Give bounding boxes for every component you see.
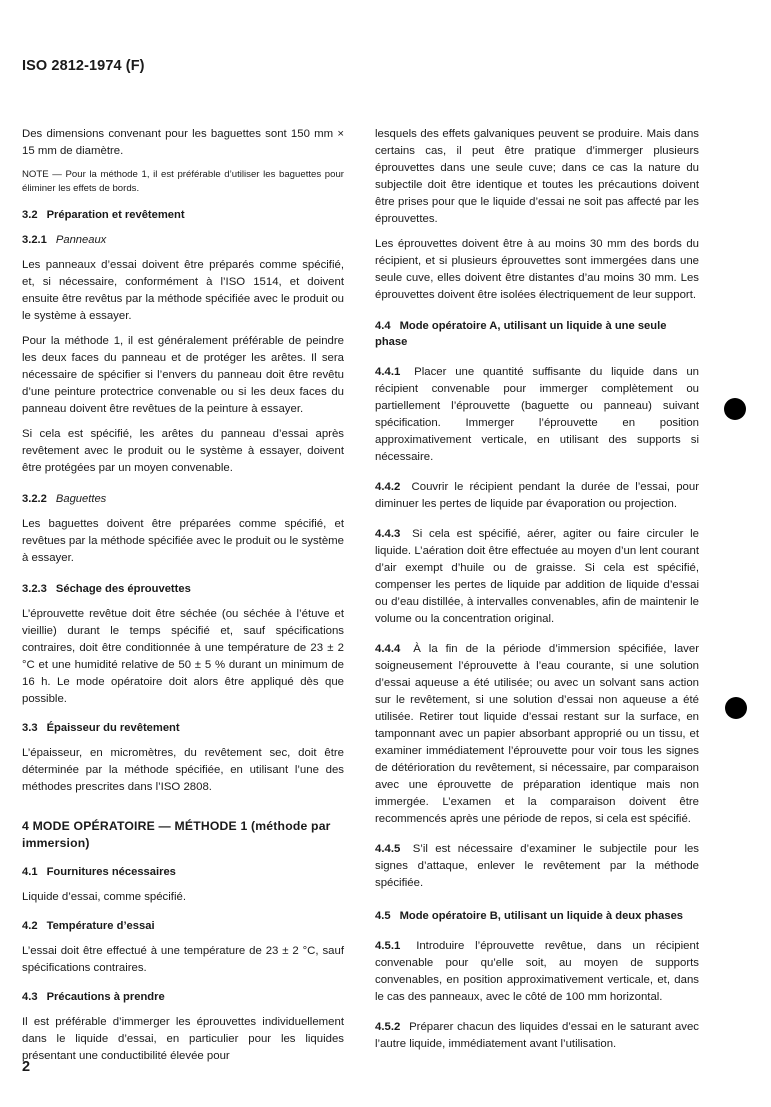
clause-text: À la fin de la période d’immersion spécifiée, laver soigneusement l’éprouvette à l’eau courante, si une solution d’essai aqueuse a été utilisée; ou avec un solvant sans action sur le revêtement, si une solution d’essai non aqueuse a été utilisée. Retirer tout liquide d’essai restant sur la surface, en tamponnant avec un papier absorbant approprié ou un tissu, et examiner immédiatement l’éprouvette pour voir tous les signes de détérioration du revêtement, si nécessaire, par comparaison avec une éprouvette de préparation identique mais non immergée. L’examen et la comparaison doivent être recommencés après une période de repos, si cela est spécifié. [375, 643, 699, 825]
section-number: 3.2.3 [22, 583, 47, 595]
section-heading-3-3 [22, 720, 344, 736]
clause-number: 4.4.1 [375, 366, 401, 378]
clause-number: 4.4.3 [375, 528, 401, 540]
clause-text: Introduire l’éprouvette revêtue, dans un récipient convenable pour qu’elle soit, au moyen de supports convenables, en position approximativement verticale, et, dans le cas des panneaux, avec le côté de 100 mm horizontal. [375, 940, 699, 1003]
clause-number: 4.4.2 [375, 481, 401, 493]
page-number: 2 [22, 1059, 31, 1075]
clause-4-4-5 [375, 841, 699, 892]
clause-text: Si cela est spécifié, aérer, agiter ou faire circuler le liquide. L’aération doit être effectuée au moyen d’un lent courant d’air exempt d’huile ou de graisse. Si cela est spécifié, compenser les pertes de liquide par addition de liquide d’essai ou d’eau distillée, à intervalles convenables, afin de maintenir le volume ou la concentration original. [375, 528, 699, 625]
section-number: 4.4 [375, 320, 391, 332]
section-heading-3-2-3 [22, 581, 344, 597]
paragraph: Il est préférable d’immerger les éprouvettes individuellement dans le liquide d’essai, en particulier pour les liquides présentant une conductibilité élevée pour [22, 1016, 344, 1062]
chapter-heading-4: 4 MODE OPÉRATOIRE — MÉTHODE 1 (méthode par immersion) [22, 819, 331, 850]
paragraph: Des dimensions convenant pour les baguettes sont 150 mm × 15 mm de diamètre. [22, 128, 344, 157]
section-heading-4-4 [375, 318, 699, 350]
section-number: 4.1 [22, 866, 38, 878]
clause-text: Placer une quantité suffisante du liquide dans un récipient convenable pour immerger complètement ou partiellement l’éprouvette (baguette ou panneau) suivant spécification. Immerger l’éprouvette en position approximativement verticale, en utilisant des supports si nécessaire. [375, 366, 700, 463]
section-title: Baguettes [55, 493, 107, 505]
clause-4-4-4 [375, 641, 699, 828]
section-number: 3.2.1 [22, 234, 47, 246]
right-column [375, 126, 699, 1066]
section-title: Précautions à prendre [46, 991, 165, 1003]
section-number: 3.3 [22, 722, 38, 734]
left-column [22, 126, 344, 1073]
note: NOTE — Pour la méthode 1, il est préférable d’utiliser les baguettes pour éliminer les effets de bords. [22, 169, 344, 194]
section-number: 4.5 [375, 910, 391, 922]
clause-4-4-1 [375, 364, 699, 466]
section-heading-3-2-2 [22, 491, 344, 507]
section-heading-3-2 [22, 207, 344, 223]
section-title: Fournitures nécessaires [46, 866, 176, 878]
section-title: Mode opératoire A, utilisant un liquide à une seule phase [375, 320, 667, 348]
section-heading-4-1 [22, 864, 344, 880]
section-heading-4-3 [22, 989, 344, 1005]
paragraph: Liquide d’essai, comme spécifié. [22, 891, 186, 903]
clause-4-4-2 [375, 479, 699, 513]
clause-4-4-3 [375, 526, 699, 628]
clause-number: 4.5.2 [375, 1021, 401, 1033]
paragraph: L’essai doit être effectué à une température de 23 ± 2 °C, sauf spécifications contraires. [22, 945, 344, 974]
section-title: Épaisseur du revêtement [46, 722, 180, 734]
clause-text: Préparer chacun des liquides d’essai en le saturant avec l’autre liquide, immédiatement avant l’utilisation. [375, 1021, 699, 1050]
section-number: 4.3 [22, 991, 38, 1003]
clause-4-5-1 [375, 938, 699, 1006]
paragraph: Si cela est spécifié, les arêtes du panneau d’essai après revêtement avec le produit ou le système à essayer, doivent être protégées par un moyen convenable. [22, 428, 344, 474]
section-title: Préparation et revêtement [46, 209, 185, 221]
clause-text: Couvrir le récipient pendant la durée de l’essai, pour diminuer les pertes de liquide par évaporation ou projection. [375, 481, 700, 510]
document-header: ISO 2812-1974 (F) [22, 58, 145, 74]
section-title: Mode opératoire B, utilisant un liquide à deux phases [399, 910, 684, 922]
binding-hole-dot-icon [724, 398, 746, 420]
section-title: Panneaux [55, 234, 107, 246]
clause-number: 4.4.5 [375, 843, 401, 855]
paragraph: Les éprouvettes doivent être à au moins 30 mm des bords du récipient, et si plusieurs éprouvettes sont immergées dans une seule cuve, elles doivent être distantes d’au moins 30 mm. Les éprouvettes doivent être isolées électriquement de leur support. [375, 238, 699, 301]
section-number: 3.2.2 [22, 493, 47, 505]
paragraph: lesquels des effets galvaniques peuvent se produire. Mais dans certains cas, il peut être pratique d’immerger plusieurs éprouvettes dans une seule cuve; dans ce cas la nature du subjectile doit être identique et toutes les précautions doivent être prises pour que le liquide d’essai ne soit pas affecté par les éprouvettes. [375, 128, 699, 225]
section-title: Séchage des éprouvettes [55, 583, 191, 595]
clause-number: 4.5.1 [375, 940, 401, 952]
paragraph: Pour la méthode 1, il est généralement préférable de peindre les deux faces du panneau et de protéger les arêtes. Il sera nécessaire de spécifier si l’envers du panneau doit être revêtu d’une peinture protectrice convenable ou si les deux faces du panneau doivent être revêtues de la peinture à essayer. [22, 335, 344, 415]
clause-4-5-2 [375, 1019, 699, 1053]
section-number: 4.2 [22, 920, 38, 932]
paragraph: L’éprouvette revêtue doit être séchée (ou séchée à l’étuve et vieillie) durant le temps spécifié et, sauf spécifications contraires, doit être conditionnée à une température de 23 ± 2 °C et une humidité relative de 50 ± 5 % durant un minimum de 16 h. Le mode opératoire doit alors être appliqué dès que possible. [22, 608, 344, 705]
clause-text: S’il est nécessaire d’examiner le subjectile pour les signes d’attaque, enlever le revêtement par la méthode spécifiée. [375, 843, 700, 889]
section-heading-4-2 [22, 918, 344, 934]
section-heading-3-2-1 [22, 232, 344, 248]
section-title: Température d’essai [46, 920, 155, 932]
clause-number: 4.4.4 [375, 643, 401, 655]
section-number: 3.2 [22, 209, 38, 221]
binding-hole-dot-icon [725, 697, 747, 719]
section-heading-4-5 [375, 908, 699, 924]
paragraph: L’épaisseur, en micromètres, du revêtement sec, doit être déterminée par la méthode spécifiée, en utilisant l’une des méthodes prescrites dans l’ISO 2808. [22, 747, 344, 793]
paragraph: Les panneaux d’essai doivent être préparés comme spécifié, et, si nécessaire, conformément à l’ISO 1514, et doivent ensuite être revêtus par la méthode spécifiée avec le produit ou le système à essayer. [22, 259, 344, 322]
paragraph: Les baguettes doivent être préparées comme spécifié, et revêtues par la méthode spécifiée avec le produit ou le système à essayer. [22, 518, 344, 564]
